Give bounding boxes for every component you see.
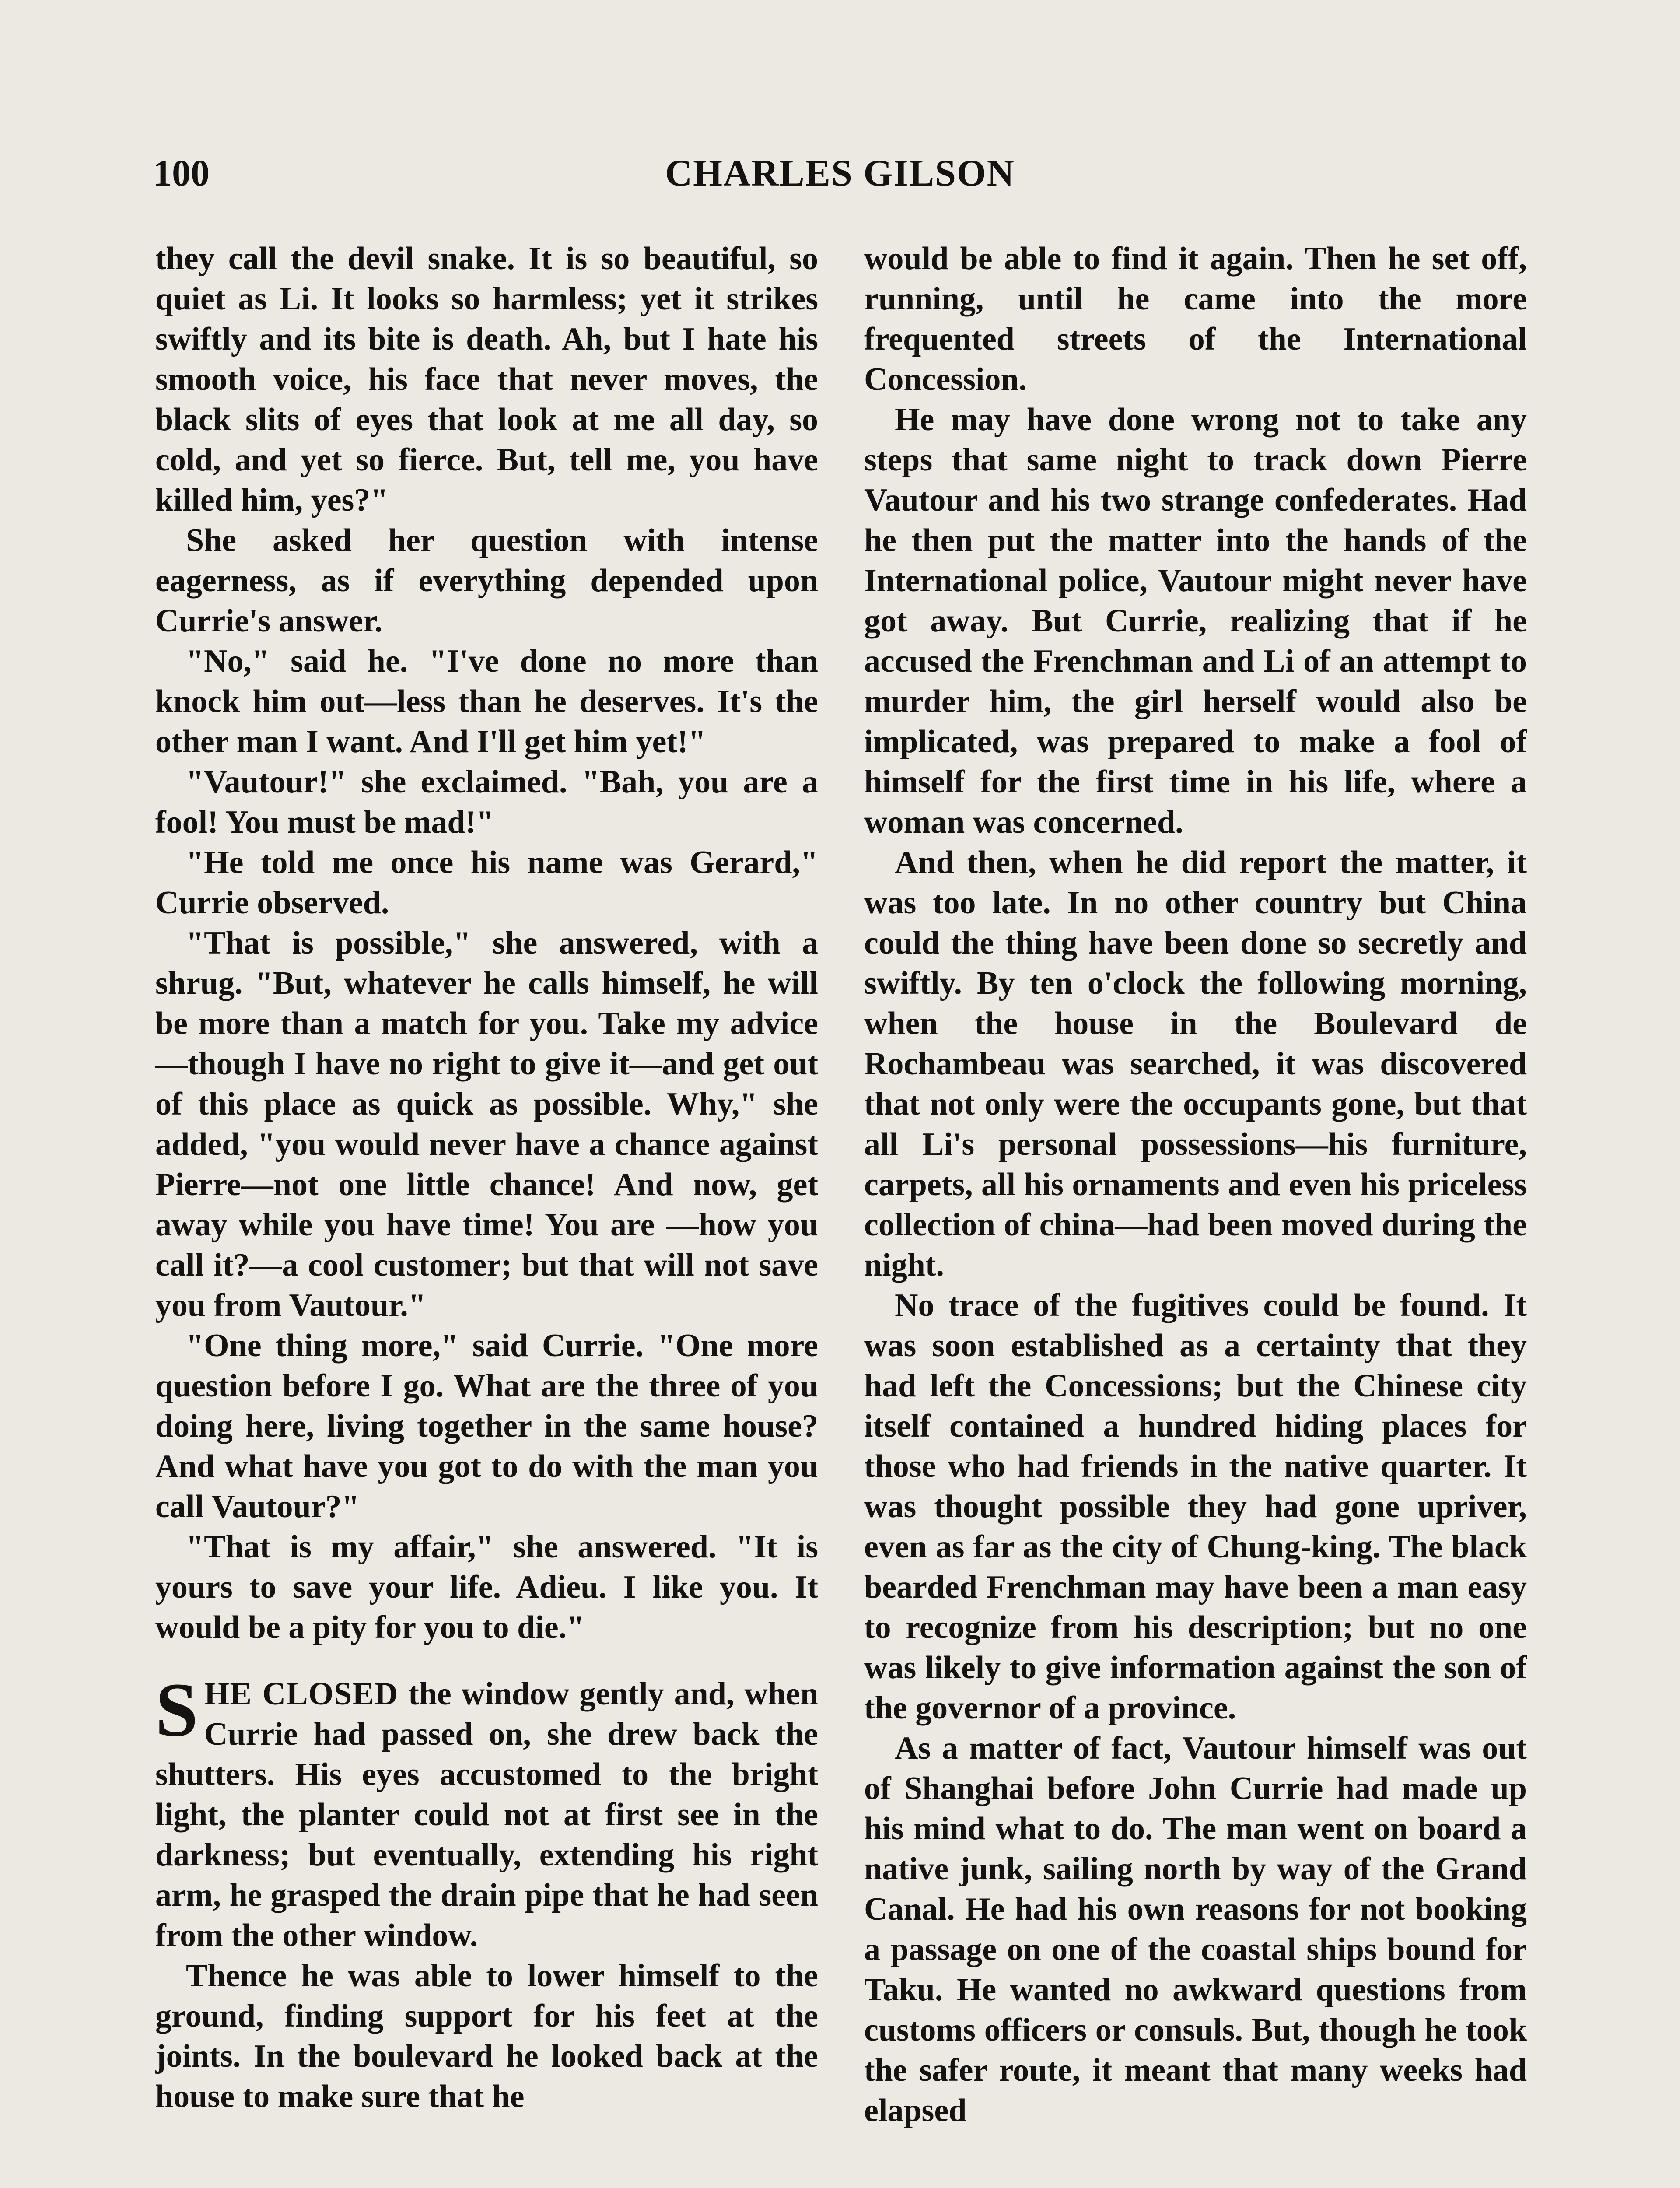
paragraph: "Vautour!" she exclaimed. "Bah, you are a fool! You must be mad!" (155, 764, 818, 840)
paragraph: "That is possible," she answered, with a shrug. "But, whatever he calls himself, he will be more than a match for you. Take my advice—though I have no right to give it—and get out of this place as quick as possible. Why," she added, "you would never have a chance against Pierre—not one little chance! And now, get away while you have time! You are —how you call it?—a cool customer; but that will not save you from Vautour." (155, 925, 818, 1323)
paragraph: "That is my affair," she answered. "It is yours to save your life. Adieu. I like you. It would be a pity for you to die." (155, 1529, 818, 1645)
paragraph-text: the window gently and, when Currie had passed on, she drew back the shutters. His eyes accustomed to the bright light, the planter could not at first see in the darkness; but eventually, extending his right arm, he grasped the drain pipe that he had seen from the other window. (155, 1676, 818, 1953)
right-column (864, 238, 1527, 2188)
running-head: CHARLES GILSON (665, 152, 1015, 194)
paragraph: "No," said he. "I've done no more than knock him out—less than he deserves. It's the other man I want. And I'll get him yet!" (155, 643, 818, 760)
page-number: 100 (153, 152, 210, 194)
section-opening-paragraph (155, 1667, 818, 1956)
paragraph: "He told me once his name was Gerard," Currie observed. (155, 845, 818, 921)
left-column (155, 238, 818, 2188)
lead-in-caps: HE CLOSED (204, 1676, 399, 1712)
drop-cap: S (155, 1667, 198, 1753)
page-header (153, 149, 1527, 197)
paragraph: And then, when he did report the matter, it was too late. In no other country but China could the thing have been done so secretly and swiftly. By ten o'clock the following morning, when the house in the Boulevard de Rochambeau was searched, it was discovered that not only were the occupants gone, but that all Li's personal possessions—his furniture, carpets, all his ornaments and even his priceless collection of china—had been moved during the night. (864, 845, 1527, 1283)
paragraph: "One thing more," said Currie. "One more question before I go. What are the three of you doing here, living together in the same house? And what have you got to do with the man you call Vautour?" (155, 1328, 818, 1525)
paragraph: She asked her question with intense eagerness, as if everything depended upon Currie's answer. (155, 522, 818, 639)
paragraph: would be able to find it again. Then he set off, running, until he came into the more frequented streets of the International Concession. (864, 241, 1527, 397)
paragraph: they call the devil snake. It is so beautiful, so quiet as Li. It looks so harmless; yet it strikes swiftly and its bite is death. Ah, but I hate his smooth voice, his face that never moves, the black slits of eyes that look at me all day, so cold, and yet so fierce. But, tell me, you have killed him, yes?" (155, 241, 818, 518)
paragraph: Thence he was able to lower himself to the ground, finding support for his feet at the joints. In the boulevard he looked back at the house to make sure that he (155, 1958, 818, 2114)
paragraph: As a matter of fact, Vautour himself was out of Shanghai before John Currie had made up his mind what to do. The man went on board a native junk, sailing north by way of the Grand Canal. He had his own reasons for not booking a passage on one of the coastal ships bound for Taku. He wanted no awkward questions from customs officers or consuls. But, though he took the safer route, it meant that many weeks had elapsed (864, 1730, 1527, 2128)
paragraph: No trace of the fugitives could be found. It was soon established as a certainty that they had left the Concessions; but the Chinese city itself contained a hundred hiding places for those who had friends in the native quarter. It was thought possible they had gone upriver, even as far as the city of Chung-king. The black bearded Frenchman may have been a man easy to recognize from his description; but no one was likely to give information against the son of the governor of a province. (864, 1287, 1527, 1726)
paragraph: He may have done wrong not to take any steps that same night to track down Pierre Vautour and his two strange confederates. Had he then put the matter into the hands of the International police, Vautour might never have got away. But Currie, realizing that if he accused the Frenchman and Li of an attempt to murder him, the girl herself would also be implicated, was prepared to make a fool of himself for the first time in his life, where a woman was concerned. (864, 402, 1527, 840)
